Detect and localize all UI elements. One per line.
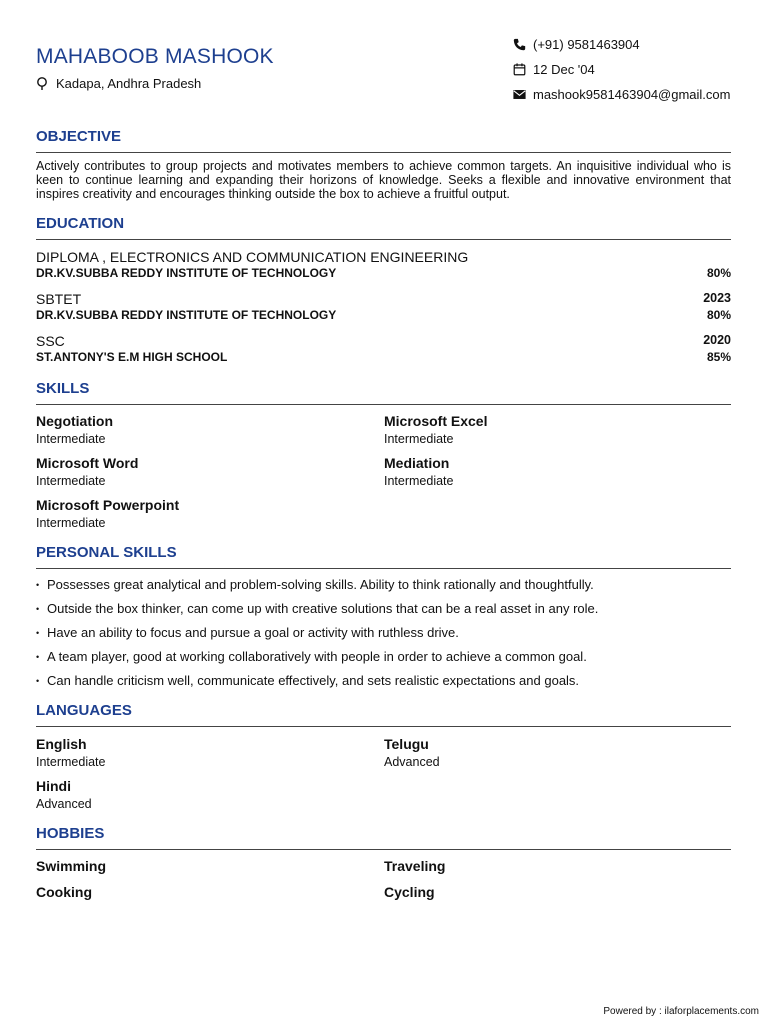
skill-level: Intermediate	[36, 432, 106, 446]
email-text: mashook9581463904@gmail.com	[533, 87, 731, 102]
hobby-name: Cycling	[384, 884, 435, 900]
hobby-item	[36, 858, 366, 874]
degree: SSC	[36, 333, 65, 349]
skill-item	[36, 497, 366, 530]
languages-heading: LANGUAGES	[36, 702, 731, 727]
location	[36, 76, 201, 91]
hobby-item	[384, 858, 714, 874]
skill-name: Microsoft Powerpoint	[36, 497, 180, 513]
score: 80%	[706, 266, 731, 280]
hobby-name: Swimming	[36, 858, 107, 874]
list-item: • Possesses great analytical and problem-solving skills. Ability to think rationally and thoughtfully.	[36, 577, 594, 592]
skill-name: Microsoft Word	[36, 455, 139, 471]
year: 2023	[703, 291, 731, 305]
list-item: • A team player, good at working collaboratively with people in order to achieve a common goal.	[36, 649, 587, 664]
phone-row	[513, 32, 731, 57]
objective-heading: OBJECTIVE	[36, 128, 731, 153]
language-level: Advanced	[36, 797, 92, 811]
language-name: Hindi	[36, 778, 71, 794]
skill-level: Intermediate	[384, 474, 454, 488]
degree: DIPLOMA , ELECTRONICS AND COMMUNICATION ENGINEERING	[36, 249, 469, 265]
hobby-item	[384, 884, 714, 900]
language-name: Telugu	[384, 736, 429, 752]
dob-row	[513, 57, 731, 82]
language-item	[36, 736, 366, 769]
skill-item	[36, 455, 366, 488]
degree: SBTET	[36, 291, 82, 307]
skill-name: Microsoft Excel	[384, 413, 488, 429]
email-row	[513, 82, 731, 107]
education-entry	[36, 249, 731, 280]
language-level: Advanced	[384, 755, 440, 769]
envelope-icon	[513, 88, 526, 101]
language-name: English	[36, 736, 87, 752]
hobby-name: Cooking	[36, 884, 92, 900]
phone-icon	[513, 38, 526, 51]
skill-item	[384, 413, 714, 446]
personal-skills-heading: PERSONAL SKILLS	[36, 544, 731, 569]
skill-level: Intermediate	[36, 474, 106, 488]
institute: ST.ANTONY'S E.M HIGH SCHOOL	[36, 350, 228, 364]
skill-name: Negotiation	[36, 413, 113, 429]
skills-heading: SKILLS	[36, 380, 731, 405]
language-item	[384, 736, 714, 769]
institute: DR.KV.SUBBA REDDY INSTITUTE OF TECHNOLOGY	[36, 266, 337, 280]
list-item: • Can handle criticism well, communicate effectively, and sets realistic expectations and goals.	[36, 673, 580, 688]
hobby-name: Traveling	[384, 858, 446, 874]
skill-item	[36, 413, 366, 446]
skill-level: Intermediate	[384, 432, 454, 446]
list-item: • Outside the box thinker, can come up with creative solutions that can be a real asset in any role.	[36, 601, 599, 616]
skill-level: Intermediate	[36, 516, 106, 530]
language-item	[36, 778, 366, 811]
phone-text: (+91) 9581463904	[533, 37, 640, 52]
hobbies-heading: HOBBIES	[36, 825, 731, 850]
hobby-item	[36, 884, 366, 900]
dob-text: 12 Dec '04	[533, 62, 595, 77]
year: 2020	[703, 333, 731, 347]
score: 85%	[706, 350, 731, 364]
education-entry	[36, 291, 731, 322]
language-level: Intermediate	[36, 755, 106, 769]
candidate-name: MAHABOOB MASHOOK	[36, 45, 274, 68]
objective-text: Actively contributes to group projects and motivates members to achieve common targets. An inquisitive individual who is keen to continue learning and expanding their horizons of knowledge. Seeks a flexible and innovative environment that inspires creativity and encourages thinking outside the box to achieve a fruitful output.	[36, 159, 731, 201]
location-text: Kadapa, Andhra Pradesh	[56, 76, 202, 91]
skill-item	[384, 455, 714, 488]
personal-skills-list	[36, 577, 731, 697]
education-heading: EDUCATION	[36, 215, 731, 240]
institute: DR.KV.SUBBA REDDY INSTITUTE OF TECHNOLOGY	[36, 308, 337, 322]
calendar-icon	[513, 63, 526, 76]
map-pin-icon	[36, 77, 48, 91]
education-entry	[36, 333, 731, 364]
skill-name: Mediation	[384, 455, 450, 471]
contact-block	[513, 32, 731, 107]
powered-by-footer: Powered by : ilaforplacements.com	[603, 1006, 759, 1017]
list-item: • Have an ability to focus and pursue a goal or activity with ruthless drive.	[36, 625, 459, 640]
score: 80%	[706, 308, 731, 322]
resume-page	[36, 0, 731, 1024]
